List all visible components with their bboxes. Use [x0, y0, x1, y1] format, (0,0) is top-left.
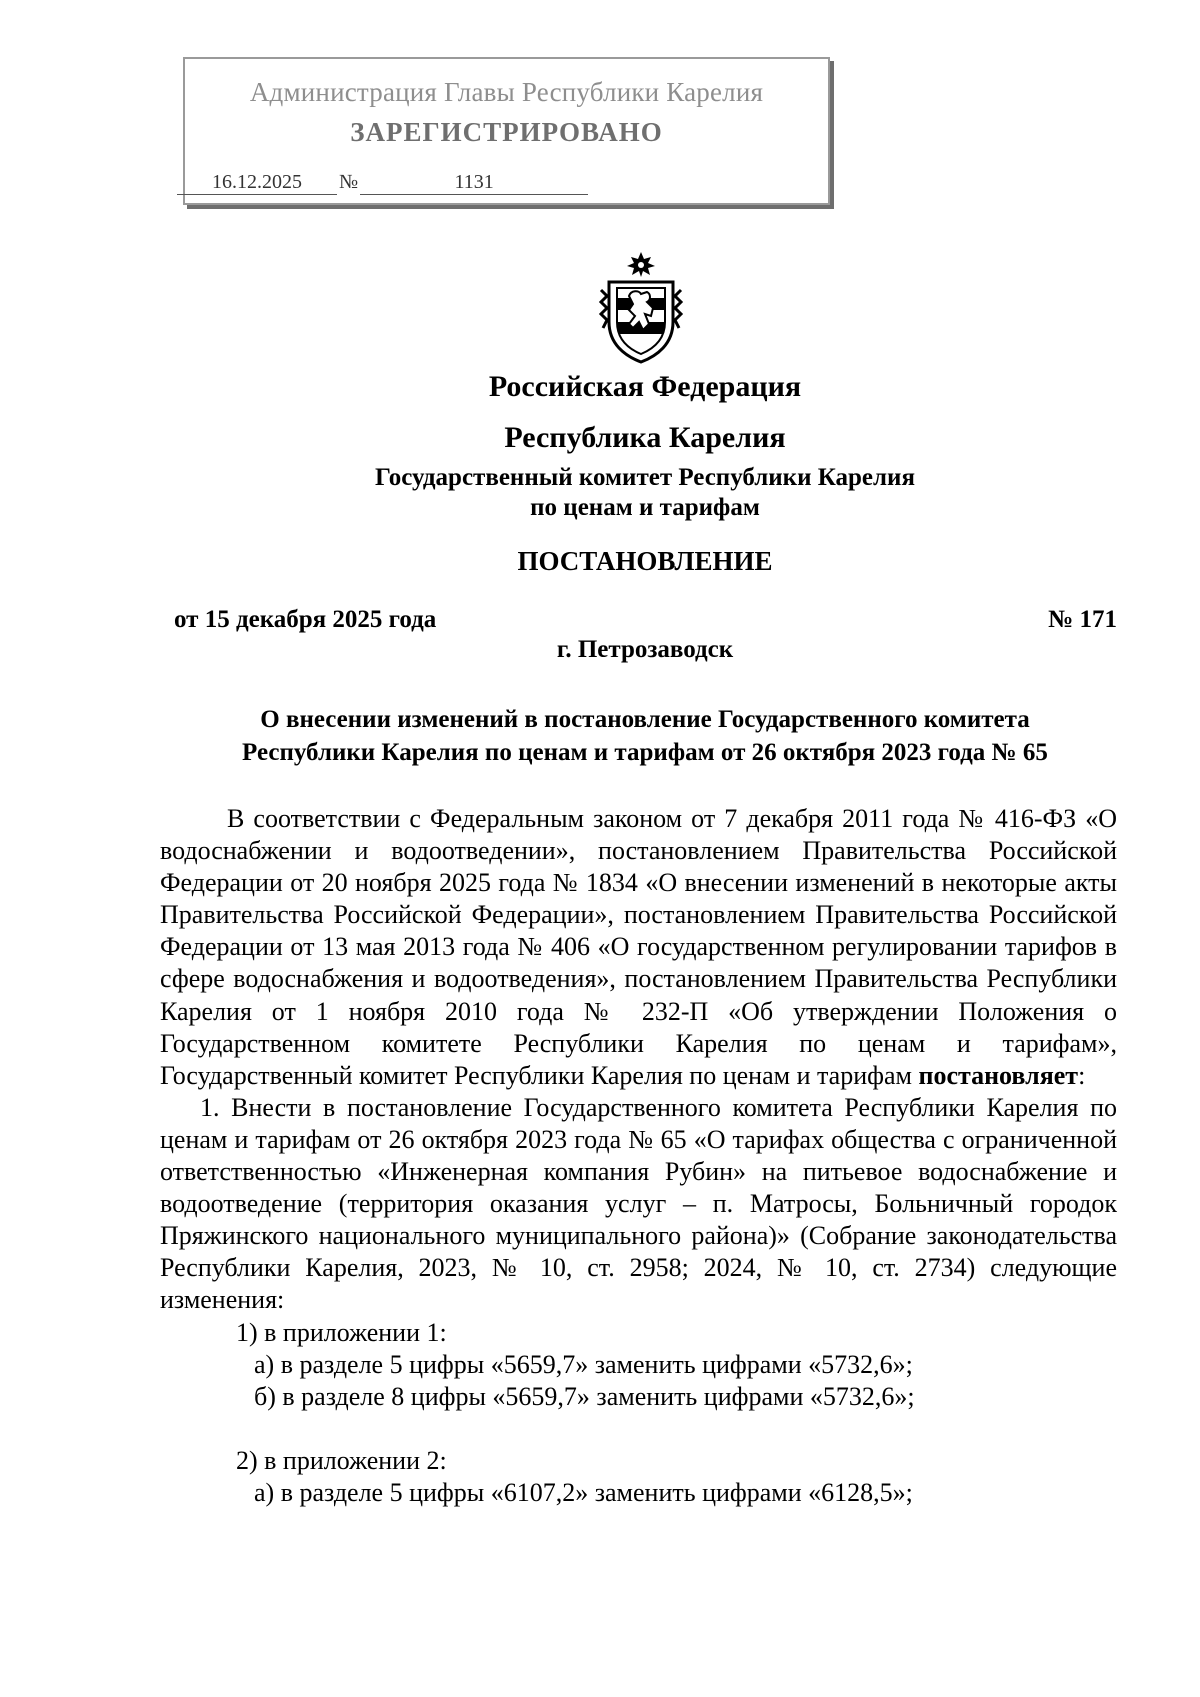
- subitem-1-b: б) в разделе 8 цифры «5659,7» заменить цифрами «5732,6»;: [254, 1381, 915, 1411]
- preamble-paragraph: [160, 803, 1117, 1092]
- stamp-number-sign: №: [339, 171, 359, 193]
- preamble-text: В соответствии с Федеральным законом от 7 декабря 2011 года № 416-ФЗ «О водоснабжении и водоотведении», постановлением Правительства Российской Федерации от 20 ноября 2025 года № 1834 «О внесении изменений в некоторые акты Правительства Российской Федерации», постановлением Правительства Российской Федерации от 13 мая 2013 года № 406 «О государственном регулировании тарифов в сфере водоснабжения и водоотведения», постановлением Правительства Республики Карелия от 1 ноября 2010 года № 232-П «Об утверждении Положения о Государственном комитете Республики Карелия по ценам и тарифам», Государственный комитет Республики Карелия по ценам и тарифам: [160, 804, 1117, 1090]
- document-title-line1: О внесении изменений в постановление Государственного комитета: [260, 706, 1030, 733]
- republic-heading: Республика Карелия: [504, 421, 786, 454]
- document-type: ПОСТАНОВЛЕНИЕ: [517, 546, 773, 576]
- resolves-colon: :: [1078, 1060, 1086, 1090]
- committee-heading-line1: Государственный комитет Республики Карелия: [375, 464, 915, 491]
- country-heading: Российская Федерация: [488, 370, 802, 403]
- stamp-registered: ЗАРЕГИСТРИРОВАНО: [350, 117, 663, 147]
- resolves-word: постановляет: [918, 1060, 1079, 1090]
- document-date: от 15 декабря 2025 года: [174, 606, 437, 633]
- registration-stamp: [183, 57, 830, 205]
- stamp-date: 16.12.2025: [177, 171, 337, 195]
- spacer: [160, 1413, 1117, 1445]
- document-title-line2: Республики Карелия по ценам и тарифам от 26 октября 2023 года № 65: [242, 739, 1048, 766]
- stamp-authority: Администрация Главы Республики Карелия: [249, 77, 764, 107]
- stamp-registration-row: [177, 171, 588, 195]
- subitem-1-a: а) в разделе 5 цифры «5659,7» заменить цифрами «5732,6»;: [254, 1349, 913, 1379]
- subitem-1-heading: 1) в приложении 1:: [236, 1317, 447, 1347]
- subitem-2-heading: 2) в приложении 2:: [236, 1445, 447, 1475]
- document-body: [160, 803, 1117, 1509]
- item-1-paragraph: 1. Внести в постановление Государственного комитета Республики Карелия по ценам и тарифам от 26 октября 2023 года № 65 «О тарифах общества с ограниченной ответственностью «Инженерная компания Рубин» на питьевое водоснабжение и водоотведение (территория оказания услуг – п. Матросы, Больничный городок Пряжинского национального муниципального района)» (Собрание законодательства Республики Карелия, 2023, № 10, ст. 2958; 2024, № 10, ст. 2734) следующие изменения:: [160, 1092, 1117, 1315]
- committee-heading-line2: по ценам и тарифам: [530, 494, 760, 521]
- stamp-number: 1131: [360, 171, 588, 195]
- karelia-coat-of-arms-icon: [593, 250, 689, 366]
- document-number: № 171: [1048, 606, 1117, 633]
- subitem-2-a: а) в разделе 5 цифры «6107,2» заменить цифрами «6128,5»;: [254, 1477, 913, 1507]
- document-city: г. Петрозаводск: [556, 636, 734, 663]
